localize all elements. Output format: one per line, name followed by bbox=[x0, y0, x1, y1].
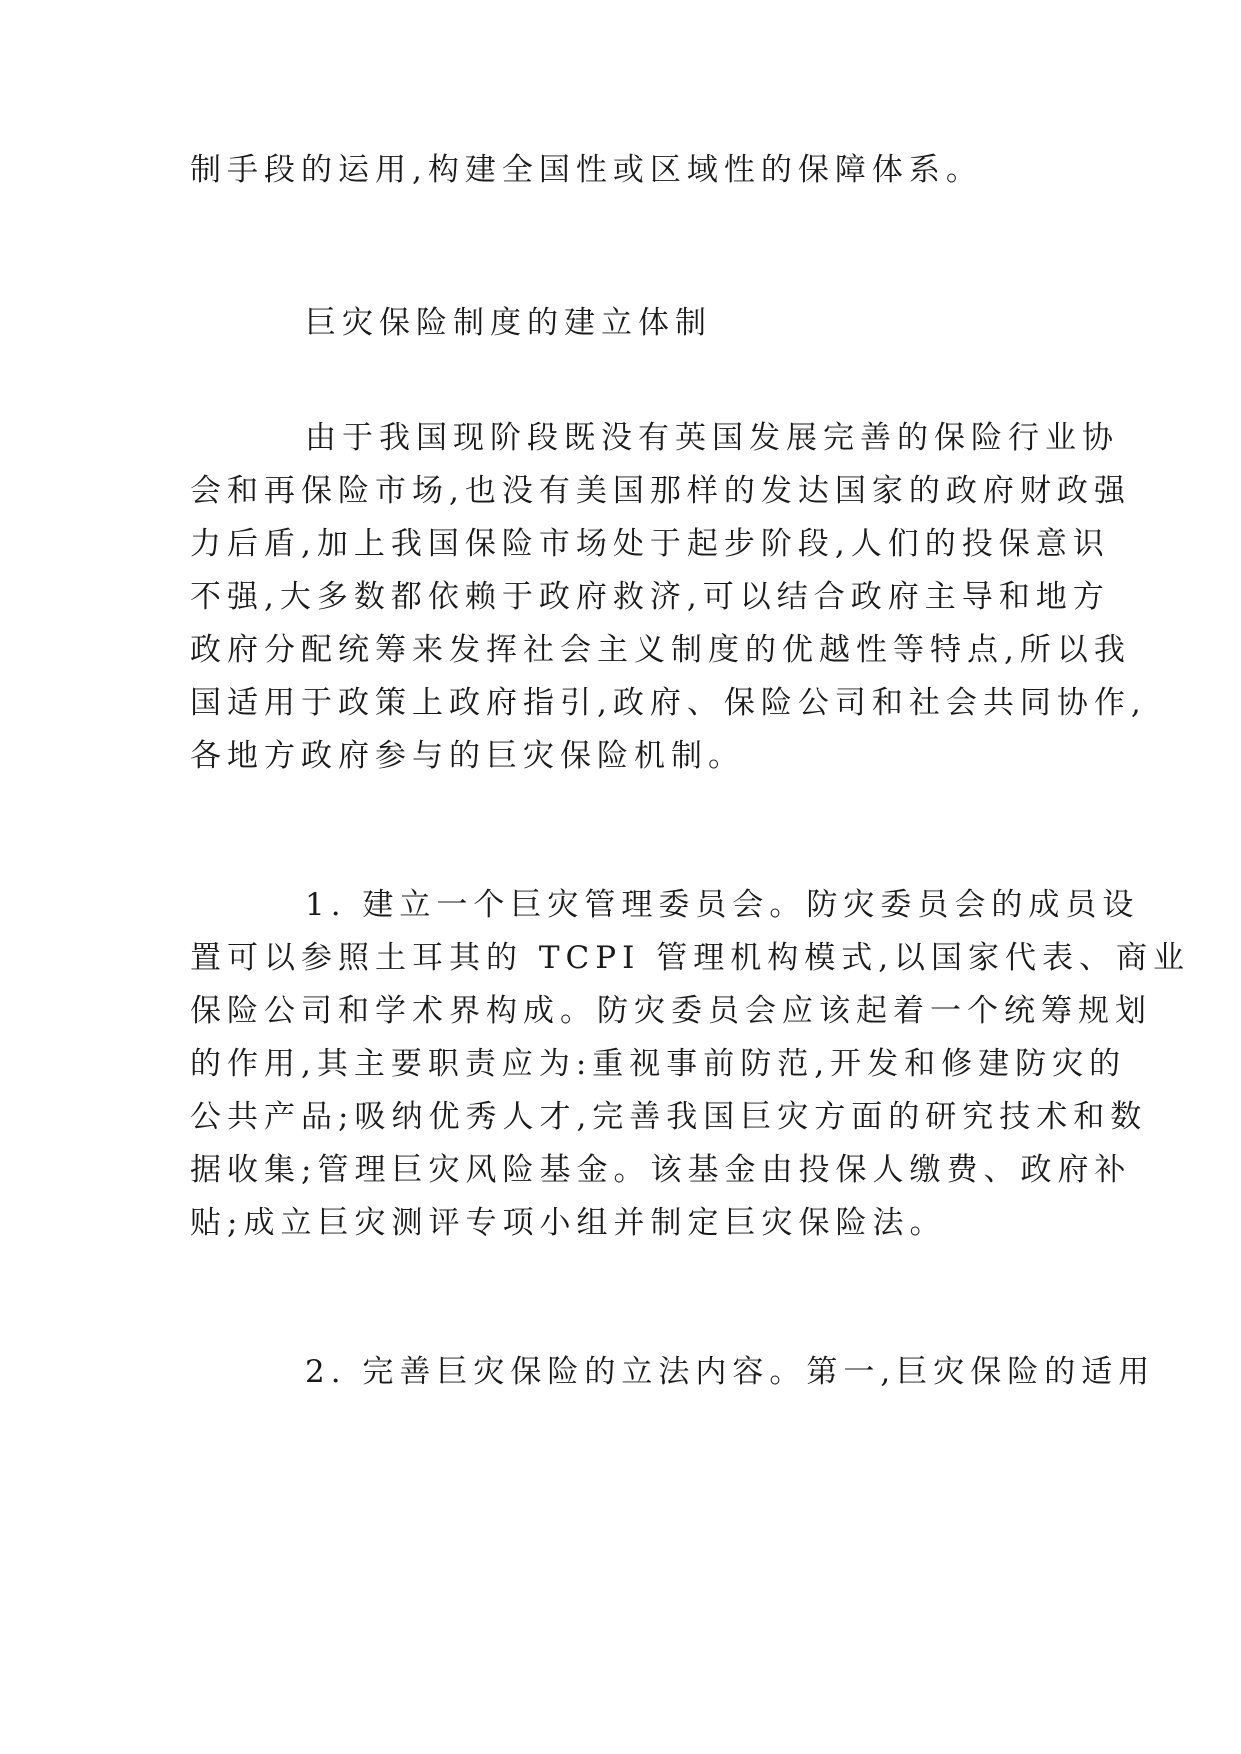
paragraph-line: 力后盾,加上我国保险市场处于起步阶段,人们的投保意识 bbox=[190, 526, 1110, 562]
paragraph-line: 国适用于政策上政府指引,政府、保险公司和社会共同协作, bbox=[190, 685, 1147, 721]
paragraph-line: 公共产品;吸纳优秀人才,完善我国巨灾方面的研究技术和数 bbox=[190, 1099, 1148, 1135]
paragraph-line: 保险公司和学术界构成。防灾委员会应该起着一个统筹规划 bbox=[190, 993, 1152, 1029]
paragraph-line: 制手段的运用,构建全国性或区域性的保障体系。 bbox=[190, 152, 983, 188]
paragraph-line: 不强,大多数都依赖于政府救济,可以结合政府主导和地方 bbox=[190, 579, 1110, 615]
paragraph-line: 的作用,其主要职责应为:重视事前防范,开发和修建防灾的 bbox=[190, 1046, 1127, 1082]
numbered-item-line: 2. 完善巨灾保险的立法内容。第一,巨灾保险的适用 bbox=[305, 1354, 1156, 1390]
numbered-item-line: 1. 建立一个巨灾管理委员会。防灾委员会的成员设 bbox=[305, 887, 1140, 923]
paragraph-line: 由于我国现阶段既没有英国发展完善的保险行业协 bbox=[305, 420, 1119, 456]
paragraph-line: 政府分配统筹来发挥社会主义制度的优越性等特点,所以我 bbox=[190, 632, 1131, 668]
paragraph-line: 贴;成立巨灾测评专项小组并制定巨灾保险法。 bbox=[190, 1205, 947, 1241]
paragraph-line: 会和再保险市场,也没有美国那样的发达国家的政府财政强 bbox=[190, 473, 1131, 509]
paragraph-line: 各地方政府参与的巨灾保险机制。 bbox=[190, 738, 745, 774]
paragraph-line: 置可以参照土耳其的 TCPI 管理机构模式,以国家代表、商业 bbox=[190, 940, 1191, 976]
section-heading: 巨灾保险制度的建立体制 bbox=[305, 305, 712, 341]
paragraph-line: 据收集;管理巨灾风险基金。该基金由投保人缴费、政府补 bbox=[190, 1152, 1132, 1188]
